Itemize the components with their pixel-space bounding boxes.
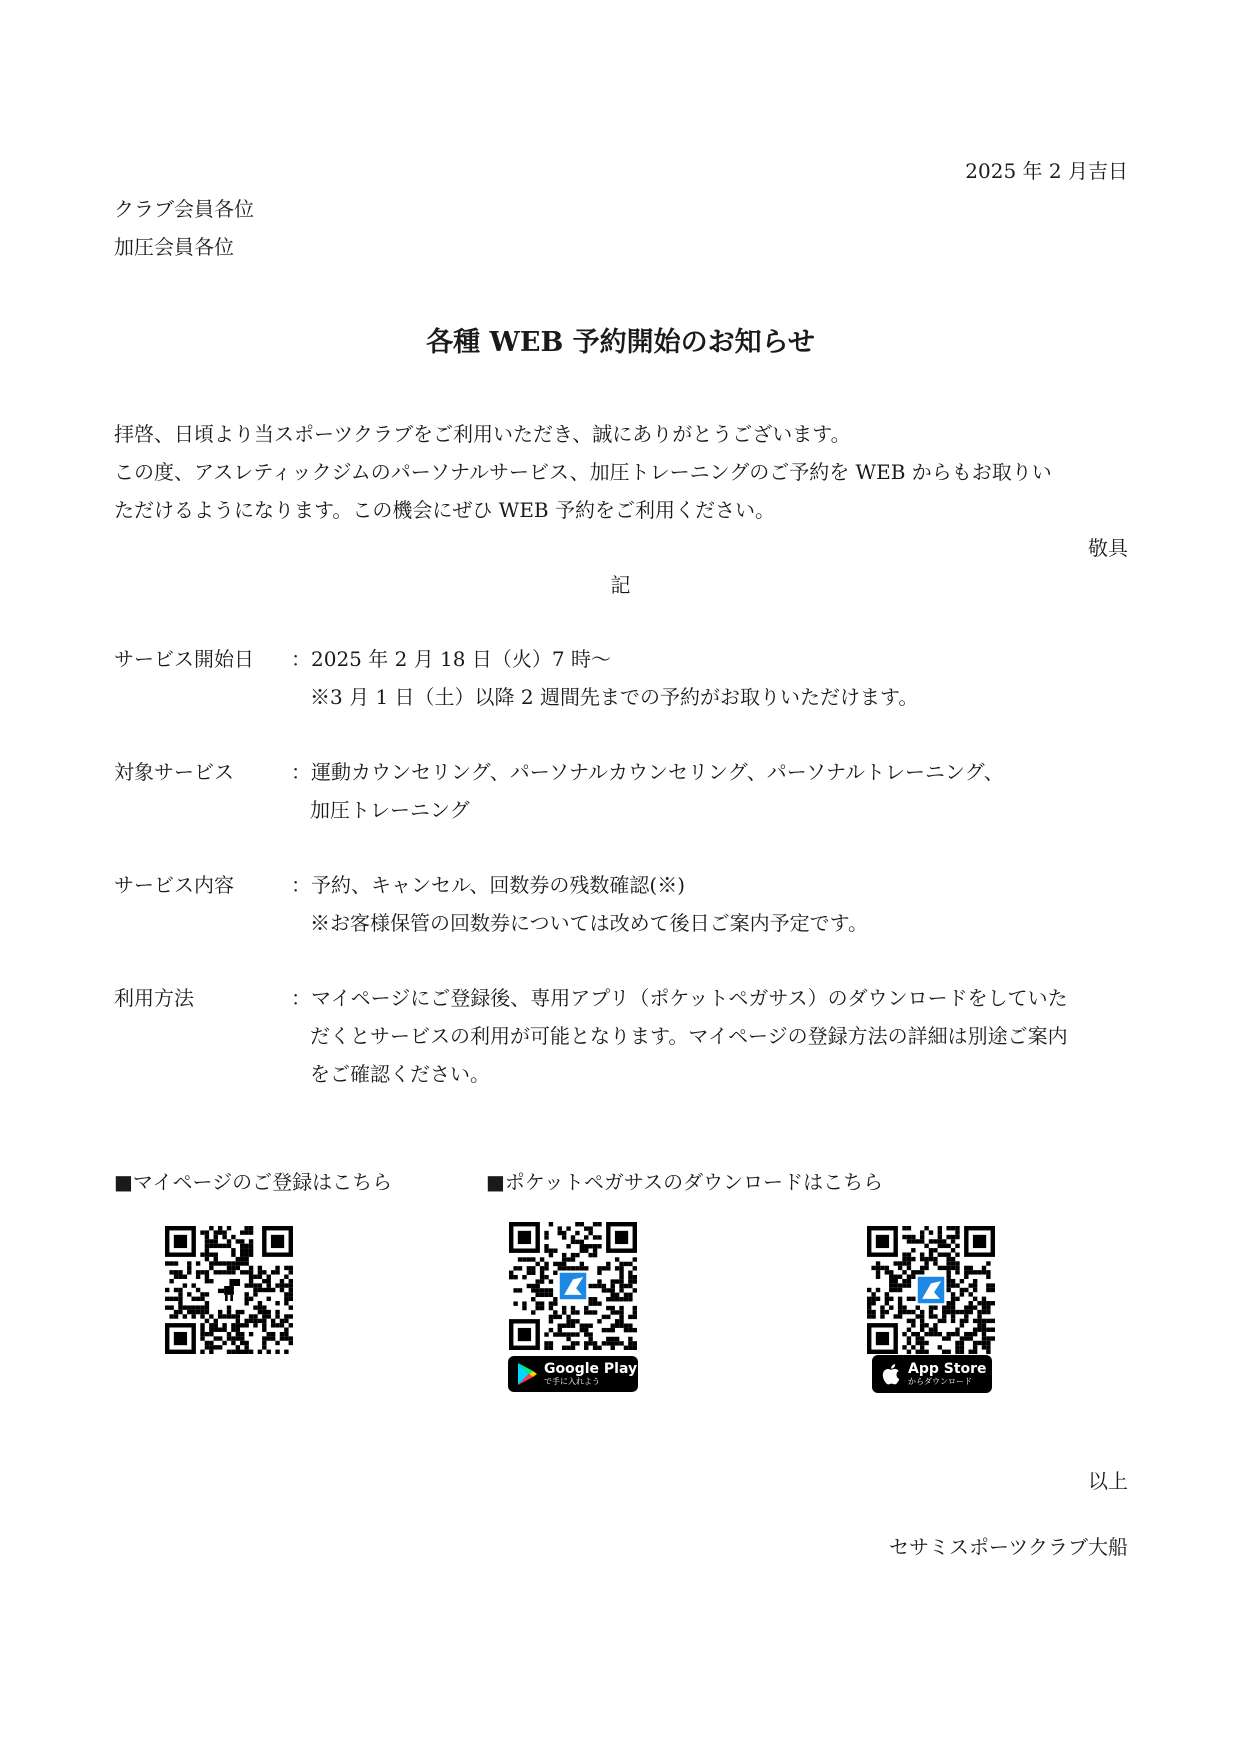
item-label-usage: 利用方法	[114, 986, 194, 1010]
item-value-line: ※お客様保管の回数券については改めて後日ご案内予定です。	[310, 911, 868, 935]
app-qr-heading: ■ポケットペガサスのダウンロードはこちら	[486, 1170, 884, 1194]
item-value-line: ：予約、キャンセル、回数券の残数確認(※)	[291, 873, 686, 897]
app-store-sublabel: からダウンロード	[908, 1377, 972, 1386]
item-value-line: をご確認ください。	[310, 1062, 490, 1086]
item-label-service-content: サービス内容	[114, 873, 234, 897]
google-play-qr-code[interactable]	[509, 1222, 637, 1350]
mypage-qr-heading: ■マイページのご登録はこちら	[114, 1170, 393, 1194]
recipient-pressure-members: 加圧会員各位	[114, 235, 234, 259]
app-store-qr-code[interactable]	[867, 1226, 995, 1354]
item-value-line: 加圧トレーニング	[310, 798, 470, 822]
document-title: 各種 WEB 予約開始のお知らせ	[426, 327, 815, 358]
closing-ijou: 以上	[1088, 1469, 1128, 1493]
item-value-line: ：2025 年 2 月 18 日（火）7 時～	[291, 647, 611, 671]
body-line: ただけるようになります。この機会にぜひ WEB 予約をご利用ください。	[114, 498, 775, 522]
item-value-line: ：運動カウンセリング、パーソナルカウンセリング、パーソナルトレーニング、	[291, 760, 1004, 784]
item-value-line: だくとサービスの利用が可能となります。マイページの登録方法の詳細は別途ご案内	[310, 1024, 1068, 1048]
item-label-start-date: サービス開始日	[114, 647, 254, 671]
app-store-badge[interactable]	[872, 1355, 992, 1393]
google-play-sublabel: で手に入れよう	[544, 1377, 600, 1386]
item-value-line: ※3 月 1 日（土）以降 2 週間先までの予約がお取りいただけます。	[310, 685, 919, 709]
sender-name: セサミスポーツクラブ大船	[889, 1535, 1128, 1559]
item-label-target-services: 対象サービス	[114, 760, 234, 784]
ki-heading: 記	[610, 573, 631, 597]
recipient-club-members: クラブ会員各位	[114, 197, 254, 221]
body-line: この度、アスレティックジムのパーソナルサービス、加圧トレーニングのご予約を WEB からもお取りい	[114, 460, 1052, 484]
google-play-label: Google Play	[544, 1361, 638, 1377]
document-date: 2025 年 2 月吉日	[965, 159, 1128, 183]
app-store-label: App Store	[908, 1361, 987, 1377]
body-line: 拝啓、日頃より当スポーツクラブをご利用いただき、誠にありがとうございます。	[114, 422, 851, 446]
mypage-qr-code[interactable]	[165, 1226, 293, 1354]
item-value-line: ：マイページにご登録後、専用アプリ（ポケットペガサス）のダウンロードをしていた	[291, 986, 1068, 1010]
closing-keigu: 敬具	[1088, 536, 1128, 560]
google-play-icon	[516, 1362, 538, 1386]
google-play-badge[interactable]	[508, 1356, 638, 1392]
apple-icon	[882, 1362, 902, 1386]
